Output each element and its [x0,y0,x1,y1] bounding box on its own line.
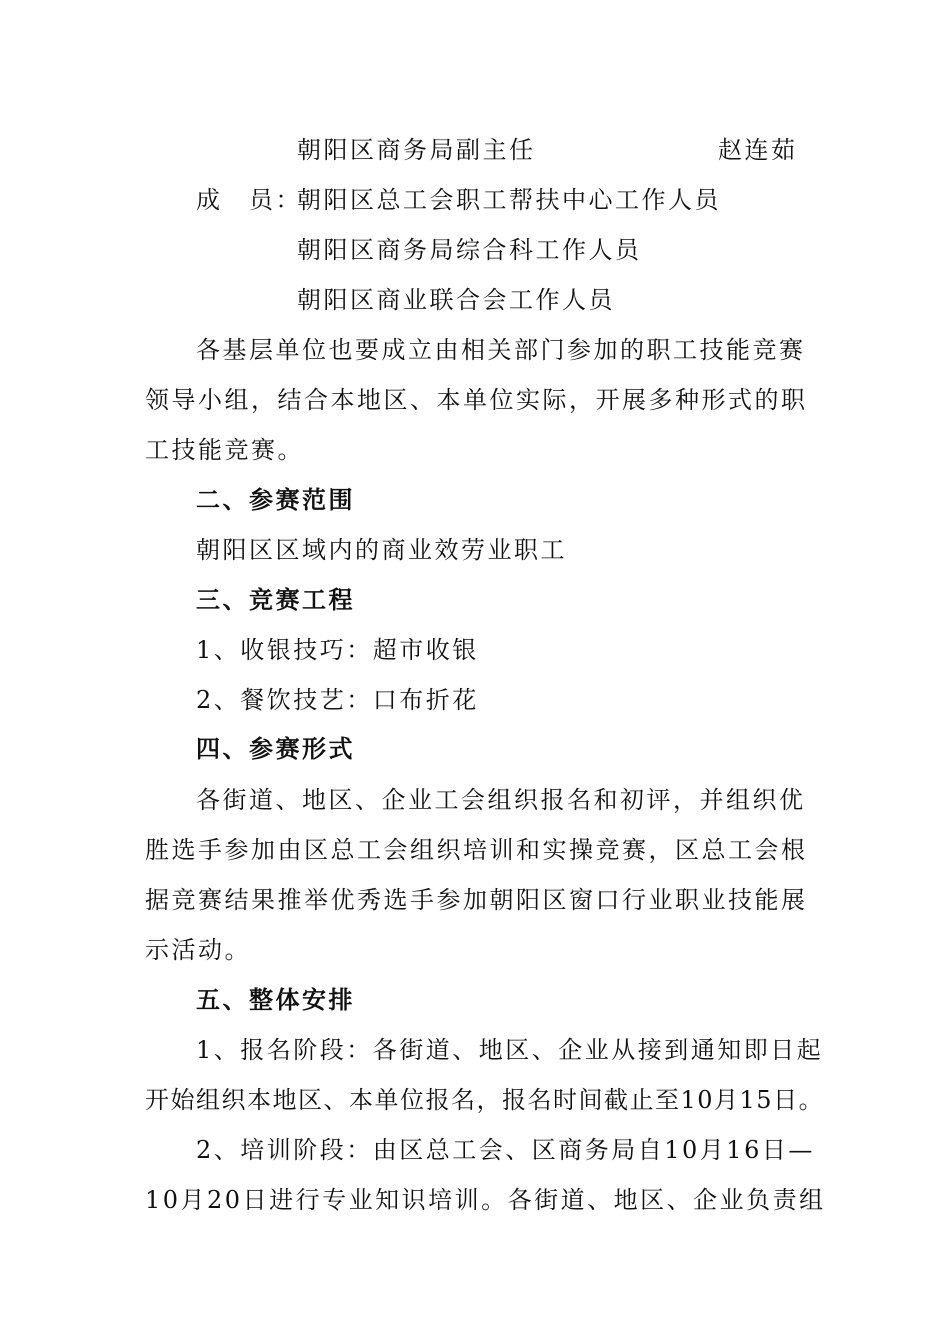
deputy-name: 赵连茹 [718,136,798,164]
intro-paragraph-line: 领导小组，结合本地区、本单位实际，开展多种形式的职 [145,386,808,414]
paragraph-line: 2、培训阶段：由区总工会、区商务局自10月16日— [196,1136,815,1164]
paragraph-line: 10月20日进行专业知识培训。各街道、地区、企业负责组 [145,1186,826,1214]
paragraph-line: 据竞赛结果推举优秀选手参加朝阳区窗口行业职业技能展 [145,886,808,914]
section-heading: 三、竞赛工程 [196,585,355,614]
intro-paragraph-line: 工技能竞赛。 [145,436,304,464]
intro-paragraph-line: 各基层单位也要成立由相关部门参加的职工技能竞赛 [196,336,806,364]
paragraph-line: 各街道、地区、企业工会组织报名和初评，并组织优 [196,786,806,814]
member-line: 朝阳区总工会职工帮扶中心工作人员 [297,186,721,214]
paragraph-line: 1、报名阶段：各街道、地区、企业从接到通知即日起 [196,1036,824,1064]
section-heading: 二、参赛范围 [196,485,355,514]
deputy-role: 朝阳区商务局副主任 [297,136,536,164]
section-heading: 四、参赛形式 [196,734,355,763]
member-line: 朝阳区商业联合会工作人员 [297,286,615,314]
members-label: 成 员： [196,186,302,214]
paragraph-line: 胜选手参加由区总工会组织培训和实操竞赛，区总工会根 [145,836,808,864]
section-body: 朝阳区区域内的商业效劳业职工 [196,536,567,564]
member-line: 朝阳区商务局综合科工作人员 [297,236,642,264]
paragraph-line: 开始组织本地区、本单位报名，报名时间截止至10月15日。 [145,1086,825,1114]
list-item: 1、收银技巧：超市收银 [196,636,479,664]
section-heading: 五、整体安排 [196,985,355,1014]
list-item: 2、餐饮技艺：口布折花 [196,686,479,714]
paragraph-line: 示活动。 [145,936,251,964]
